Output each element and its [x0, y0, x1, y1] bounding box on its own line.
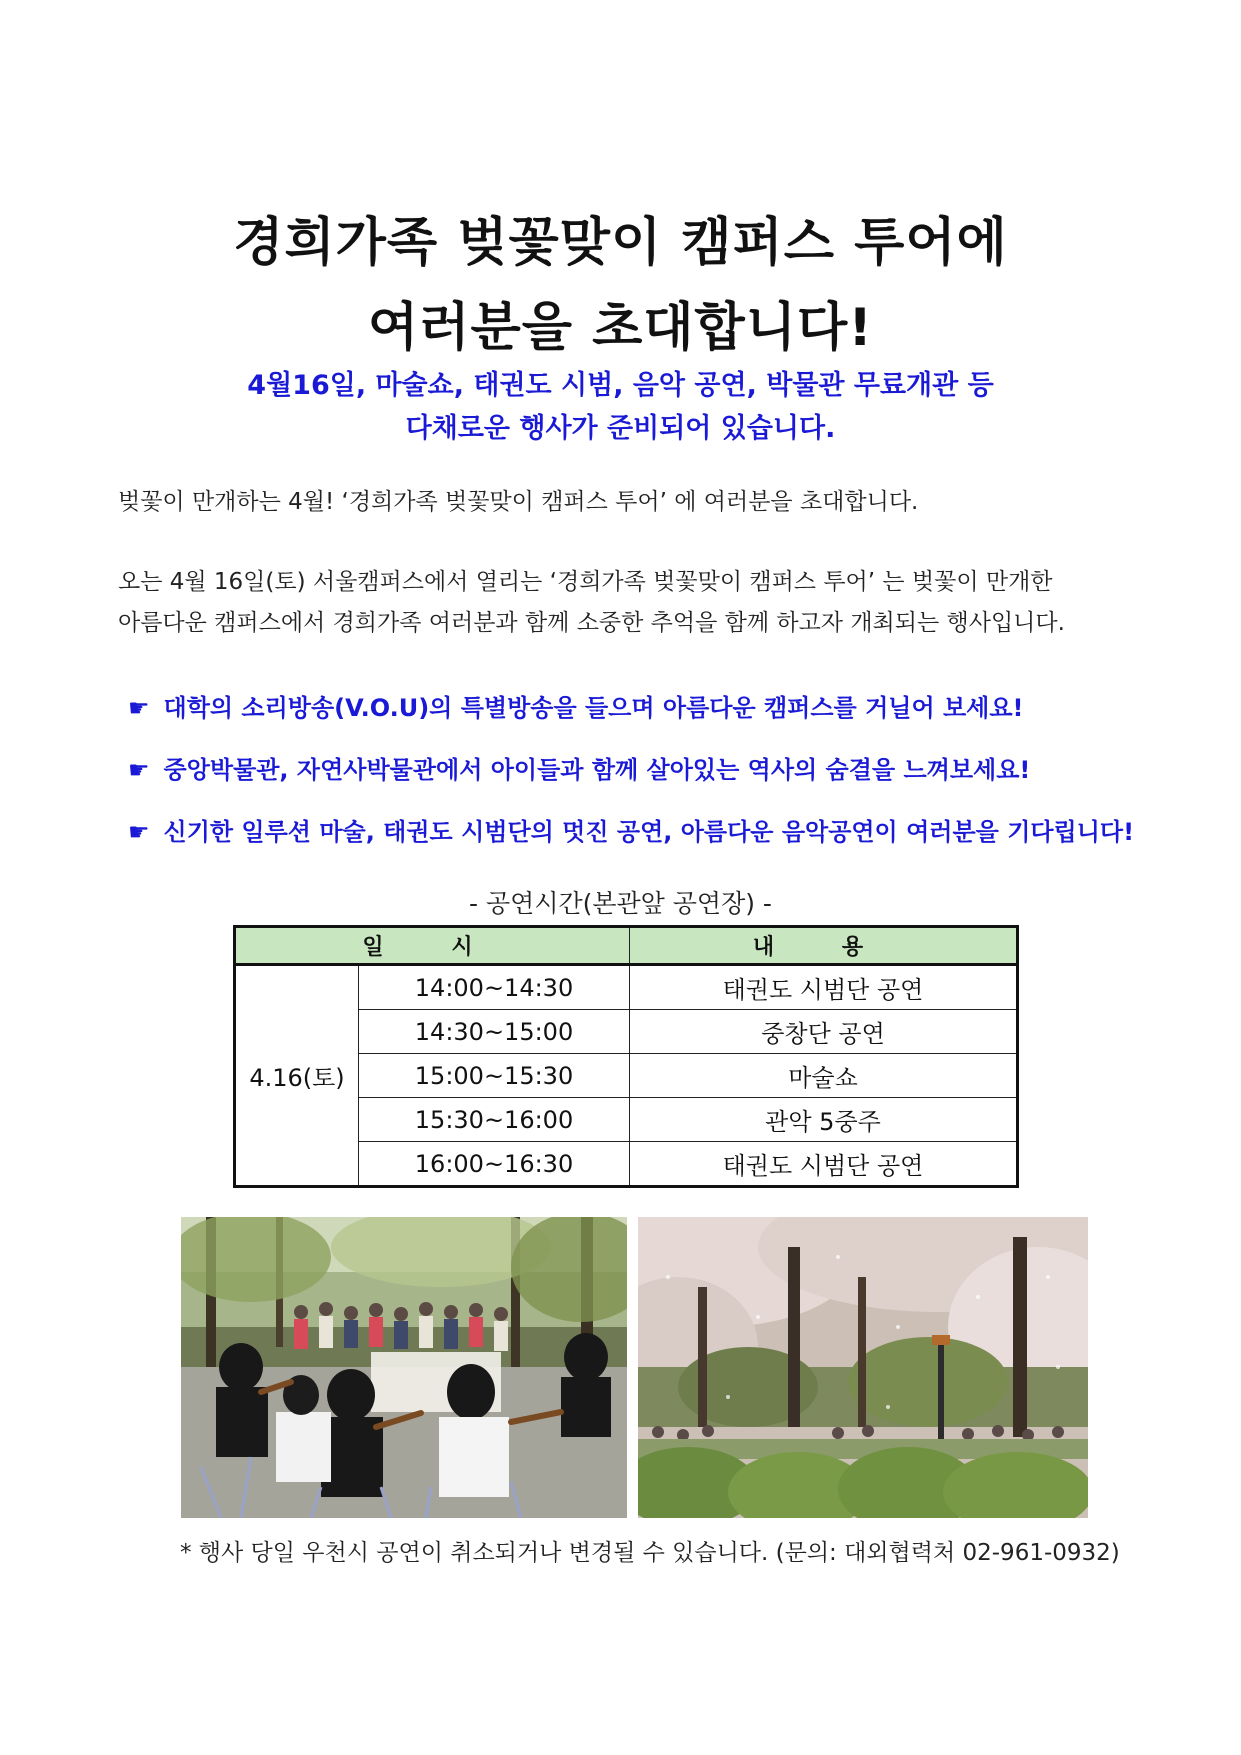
cherry-blossom-photo — [638, 1217, 1088, 1518]
date-cell: 4.16(토) — [235, 965, 359, 1187]
bullet-item — [128, 688, 1023, 723]
pointing-hand-icon: ☛ — [128, 756, 150, 784]
bullet-item — [128, 750, 1030, 785]
content-cell: 관악 5중주 — [630, 1098, 1018, 1142]
title-line-1: 경희가족 벚꽃맞이 캠퍼스 투어에 — [233, 213, 1008, 273]
bullet-item — [128, 812, 1134, 847]
title-line-2: 여러분을 초대합니다! — [368, 298, 873, 358]
content-cell: 마술쇼 — [630, 1054, 1018, 1098]
subtitle-line-1: 4월16일, 마술쇼, 태권도 시범, 음악 공연, 박물관 무료개관 등 — [247, 370, 994, 401]
time-cell: 14:30~15:00 — [359, 1010, 630, 1054]
pointing-hand-icon: ☛ — [128, 818, 150, 846]
content-cell: 중창단 공연 — [630, 1010, 1018, 1054]
bullet-text: 대학의 소리방송(V.O.U)의 특별방송을 들으며 아름다운 캠퍼스를 거닐어 보세요! — [163, 694, 1024, 722]
body-line-2: 아름다운 캠퍼스에서 경희가족 여러분과 함께 소중한 추억을 함께 하고자 개최되는 행사입니다. — [118, 610, 1065, 636]
body-paragraph — [118, 562, 1128, 644]
table-row — [235, 965, 1018, 1010]
intro-paragraph: 벚꽃이 만개하는 4월! ‘경희가족 벚꽃맞이 캠퍼스 투어’ 에 여러분을 초대합니다. — [118, 489, 919, 515]
time-cell: 15:30~16:00 — [359, 1098, 630, 1142]
string-ensemble-photo — [181, 1217, 627, 1518]
content-cell: 태권도 시범단 공연 — [630, 965, 1018, 1010]
header-content: 내 용 — [630, 927, 1018, 965]
body-line-1: 오는 4월 16일(토) 서울캠퍼스에서 열리는 ‘경희가족 벚꽃맞이 캠퍼스 투어’ 는 벚꽃이 만개한 — [118, 569, 1053, 595]
time-cell: 14:00~14:30 — [359, 965, 630, 1010]
content-cell: 태권도 시범단 공연 — [630, 1142, 1018, 1187]
schedule-table — [233, 925, 1019, 1188]
time-cell: 15:00~15:30 — [359, 1054, 630, 1098]
time-cell: 16:00~16:30 — [359, 1142, 630, 1187]
header-datetime: 일 시 — [235, 927, 630, 965]
footnote: * 행사 당일 우천시 공연이 취소되거나 변경될 수 있습니다. (문의: 대외협력처 02-961-0932) — [180, 1540, 1120, 1566]
table-header-row — [235, 927, 1018, 965]
bullet-text: 신기한 일루션 마술, 태권도 시범단의 멋진 공연, 아름다운 음악공연이 여러분을 기다립니다! — [163, 818, 1135, 846]
schedule-title: - 공연시간(본관앞 공연장) - — [469, 889, 772, 918]
pointing-hand-icon: ☛ — [128, 694, 150, 722]
bullet-text: 중앙박물관, 자연사박물관에서 아이들과 함께 살아있는 역사의 숨결을 느껴보세요! — [163, 756, 1031, 784]
subtitle-line-2: 다채로운 행사가 준비되어 있습니다. — [405, 413, 836, 444]
